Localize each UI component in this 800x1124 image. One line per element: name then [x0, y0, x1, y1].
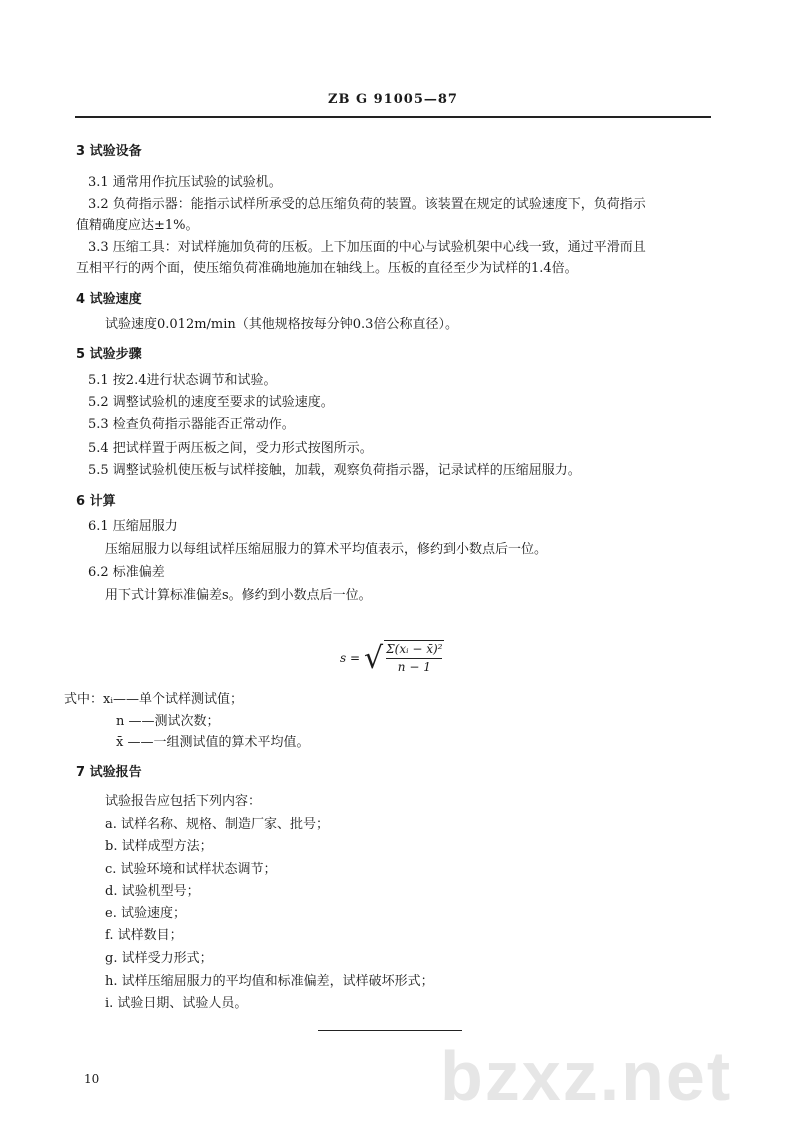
section-6-title: 6 计算: [76, 494, 116, 509]
sqrt-icon: √: [364, 640, 384, 676]
section-5-title: 5 试验步骤: [76, 347, 142, 362]
section-3-title: 3 试验设备: [76, 144, 142, 159]
where-xi: 式中：xᵢ——单个试样测试值；: [64, 692, 243, 707]
report-item-a: a. 试样名称、规格、制造厂家、批号；: [105, 817, 330, 832]
report-item-c: c. 试验环境和试样状态调节；: [105, 862, 277, 877]
clause-5-1: 5.1 按2.4进行状态调节和试验。: [88, 373, 277, 388]
clause-6-1: 6.1 压缩屈服力: [88, 519, 178, 534]
clause-3-2: 3.2 负荷指示器：能指示试样所承受的总压缩负荷的装置。该装置在规定的试验速度下，负荷指示: [88, 197, 646, 212]
formula-lhs: s =: [340, 651, 361, 665]
clause-5-5: 5.5 调整试验机使压板与试样接触，加载，观察负荷指示器，记录试样的压缩屈服力。: [88, 463, 581, 478]
clause-6-1-text: 压缩屈服力以每组试样压缩屈服力的算术平均值表示，修约到小数点后一位。: [105, 542, 548, 557]
formula-denominator: n − 1: [397, 660, 431, 674]
watermark: bzxz.net: [440, 1037, 733, 1115]
section-7-title: 7 试验报告: [76, 765, 142, 780]
report-intro: 试验报告应包括下列内容：: [105, 794, 262, 809]
end-rule: [318, 1030, 462, 1031]
clause-5-2: 5.2 调整试验机的速度至要求的试验速度。: [88, 395, 334, 410]
report-item-e: e. 试验速度；: [105, 906, 186, 921]
formula-fraction: [384, 640, 444, 676]
where-xbar: x̄ ——一组测试值的算术平均值。: [116, 735, 310, 750]
clause-6-2-text: 用下式计算标准偏差s。修约到小数点后一位。: [105, 588, 372, 603]
clause-6-2: 6.2 标准偏差: [88, 565, 165, 580]
where-n: n ——测试次数；: [116, 714, 220, 729]
speed-text: 试验速度0.012m/min（其他规格按每分钟0.3倍公称直径）。: [105, 317, 458, 332]
clause-5-3: 5.3 检查负荷指示器能否正常动作。: [88, 417, 295, 432]
std-dev-formula: [340, 640, 444, 676]
report-item-h: h. 试样压缩屈服力的平均值和标准偏差，试样破坏形式；: [105, 974, 434, 989]
page-number: 10: [84, 1072, 100, 1086]
clause-3-1: 3.1 通常用作抗压试验的试验机。: [88, 175, 282, 190]
report-item-b: b. 试样成型方法；: [105, 839, 213, 854]
report-item-d: d. 试验机型号；: [105, 884, 200, 899]
header-rule: [75, 116, 711, 118]
report-item-g: g. 试样受力形式；: [105, 951, 213, 966]
header-standard-number: ZB G 91005—87: [328, 92, 458, 107]
formula-numerator: Σ(xᵢ − x̄)²: [386, 641, 442, 659]
section-4-title: 4 试验速度: [76, 292, 142, 307]
report-item-i: i. 试验日期、试验人员。: [105, 996, 248, 1011]
clause-3-3-cont: 互相平行的两个面，使压缩负荷准确地施加在轴线上。压板的直径至少为试样的1.4倍。: [76, 261, 578, 276]
clause-3-2-cont: 值精确度应达±1%。: [76, 218, 199, 233]
clause-3-3: 3.3 压缩工具：对试样施加负荷的压板。上下加压面的中心与试验机架中心线一致，通过平滑而且: [88, 240, 646, 255]
clause-5-4: 5.4 把试样置于两压板之间，受力形式按图所示。: [88, 441, 373, 456]
report-item-f: f. 试样数目；: [105, 928, 183, 943]
